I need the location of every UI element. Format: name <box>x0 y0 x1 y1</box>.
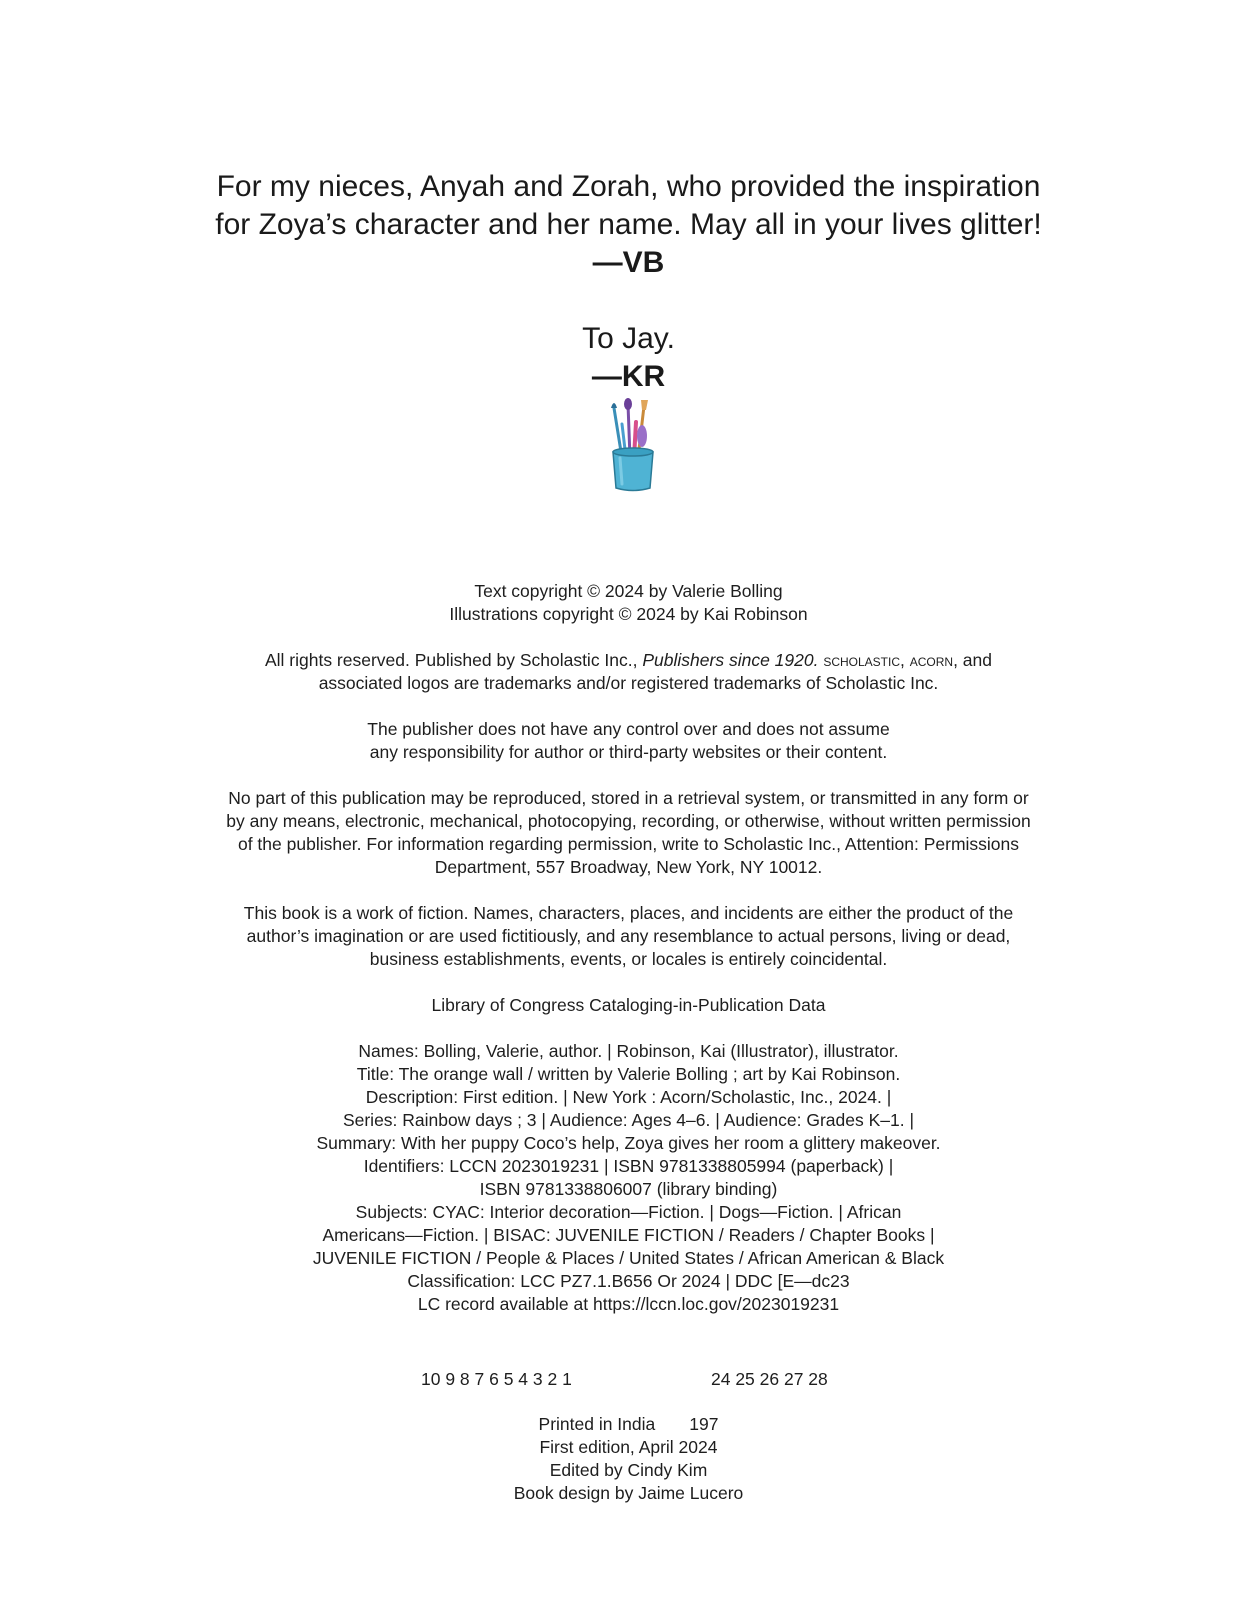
cip-line: LC record available at https://lccn.loc.gov/2023019231 <box>417 1294 840 1314</box>
publisher-note: The publisher does not have any control over and does not assume any responsibility for author or third-party websites or their content. <box>367 719 890 762</box>
fiction-notice: This book is a work of fiction. Names, characters, places, and incidents are either the product of the author’s imagination or are used fictitiously, and any resemblance to actual persons, living or dead, business establishments, events, or locales is entirely coincidental. <box>243 903 1014 969</box>
reproduction-notice: No part of this publication may be reproduced, stored in a retrieval system, or transmitted in any form or by any means, electronic, mechanical, photocopying, recording, or otherwise, without written permission of the publisher. For information regarding permission, write to Scholastic Inc., Attention: Permissions Department, 557 Broadway, New York, NY 10012. <box>226 788 1031 877</box>
cip-line: ISBN 9781338806007 (library binding) <box>479 1179 778 1199</box>
impression-line: 10 9 8 7 6 5 4 3 2 1 <box>421 1369 572 1389</box>
cip-line: Americans—Fiction. | BISAC: JUVENILE FICTION / Readers / Chapter Books | <box>322 1225 935 1245</box>
cip-line: Names: Bolling, Valerie, author. | Robinson, Kai (Illustrator), illustrator. <box>358 1041 899 1061</box>
cip-line: Title: The orange wall / written by Valerie Bolling ; art by Kai Robinson. <box>356 1064 901 1084</box>
editor-line: Edited by Cindy Kim <box>549 1460 708 1480</box>
colophon <box>0 1413 1257 1505</box>
cip-line: JUVENILE FICTION / People & Places / United States / African American & Black <box>312 1248 945 1268</box>
dedication-line: for Zoya’s character and her name. May all in your lives glitter! <box>215 208 1042 241</box>
dedication-line: To Jay. <box>582 322 675 355</box>
legal-text <box>0 580 1257 1339</box>
pencil-cup-icon <box>608 398 658 494</box>
cip-data <box>0 1040 1257 1316</box>
edition-line: First edition, April 2024 <box>539 1437 718 1457</box>
cip-line: Identifiers: LCCN 2023019231 | ISBN 9781338805994 (paperback) | <box>363 1156 894 1176</box>
cip-line: Subjects: CYAC: Interior decoration—Fiction. | Dogs—Fiction. | African <box>355 1202 902 1222</box>
cip-line: Summary: With her puppy Coco’s help, Zoya gives her room a glittery makeover. <box>316 1133 941 1153</box>
printed-in: Printed in India 197 <box>538 1414 719 1434</box>
dedication-line: For my nieces, Anyah and Zorah, who provided the inspiration <box>216 170 1041 203</box>
printer-code: 197 <box>689 1414 719 1434</box>
cip-heading: Library of Congress Cataloging-in-Publication Data <box>431 995 826 1015</box>
cip-line: Classification: LCC PZ7.1.B656 Or 2024 | DDC [E—dc23 <box>407 1271 850 1291</box>
illustrator-initials: —KR <box>591 360 666 393</box>
author-initials: —VB <box>592 246 665 279</box>
rights-notice: All rights reserved. Published by Scholastic Inc., Publishers since 1920. scholastic, acorn, and associated logos are trademarks and/or registered trademarks of Scholastic Inc. <box>264 650 993 693</box>
cip-line: Description: First edition. | New York : Acorn/Scholastic, Inc., 2024. | <box>365 1087 892 1107</box>
design-line: Book design by Jaime Lucero <box>513 1483 744 1503</box>
year-line: 24 25 26 27 28 <box>711 1369 828 1389</box>
dedication <box>0 168 1257 396</box>
copyright-notice: Text copyright © 2024 by Valerie Bolling Illustrations copyright © 2024 by Kai Robinson <box>449 581 808 624</box>
cip-line: Series: Rainbow days ; 3 | Audience: Ages 4–6. | Audience: Grades K–1. | <box>342 1110 915 1130</box>
